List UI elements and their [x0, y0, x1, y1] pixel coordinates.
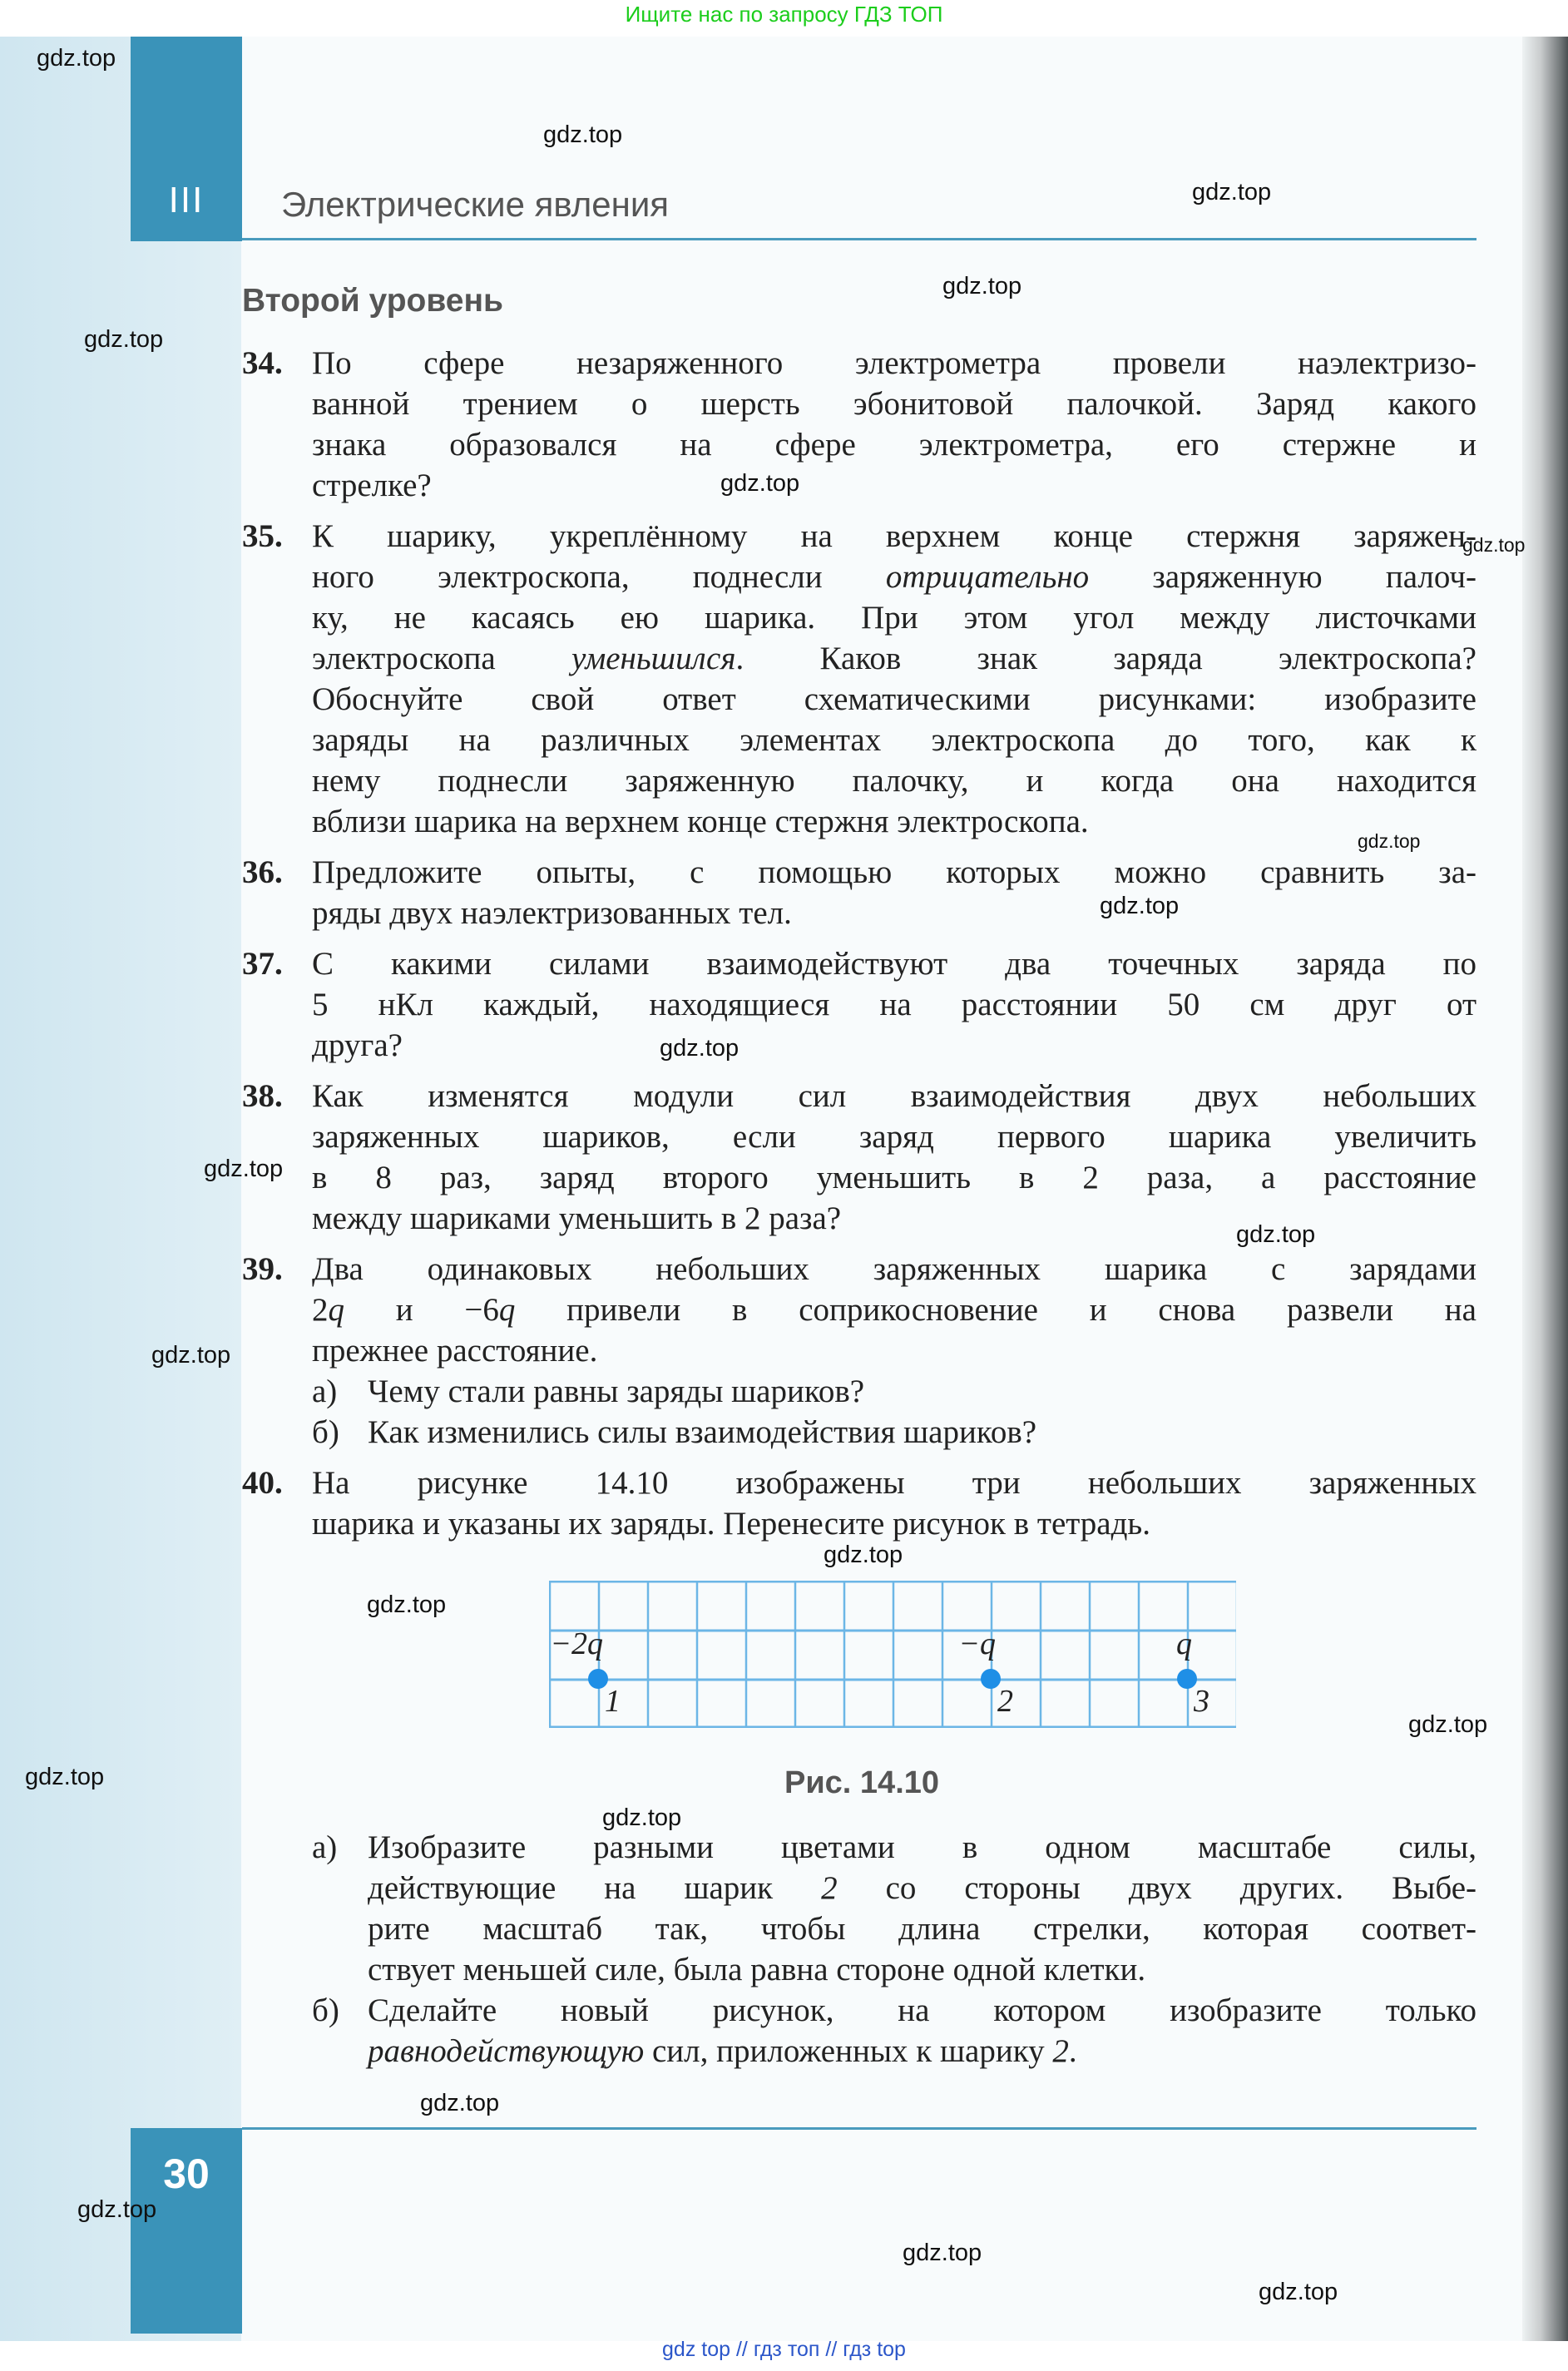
text-lines [312, 1463, 1476, 1544]
ball-charge-label: q [1176, 1626, 1192, 1661]
watermark: gdz.top [824, 1542, 903, 1568]
watermark: gdz.top [903, 2240, 982, 2266]
sub-question-label: а) [312, 1374, 338, 1409]
text-line [312, 893, 1476, 933]
watermark: gdz.top [942, 273, 1022, 299]
text-line [312, 984, 1476, 1025]
text-lines [368, 1990, 1476, 2072]
problem-34 [242, 343, 1476, 506]
text-line [312, 597, 1476, 638]
text-line [368, 1908, 1476, 1949]
text-segment: На рисунке 14.10 изображены три небольших заряженных [312, 1465, 1476, 1501]
watermark: gdz.top [720, 470, 800, 497]
text-lines [312, 343, 1476, 506]
text-line [312, 384, 1476, 424]
text-line [312, 1157, 1476, 1198]
footer-divider [242, 2127, 1476, 2130]
text-lines [368, 1371, 1476, 1412]
italic-text: уменьшился [571, 641, 736, 676]
watermark: gdz.top [1462, 534, 1526, 556]
text-line [312, 516, 1476, 557]
text-segment: . [1068, 2033, 1077, 2069]
watermark: gdz.top [77, 2196, 157, 2223]
watermark: gdz.top [1236, 1221, 1316, 1248]
problem-number: 34. [242, 345, 283, 381]
chapter-number: III [168, 180, 205, 220]
italic-text: q [498, 1292, 516, 1328]
text-segment: шарика и указаны их заряды. Перенесите рисунок в тетрадь. [312, 1506, 1150, 1542]
text-segment: . Каков знак заряда электроскопа? [735, 641, 1476, 676]
text-segment: С какими силами взаимодействуют два точечных заряда по [312, 946, 1476, 982]
text-lines [312, 516, 1476, 842]
text-line [312, 424, 1476, 465]
text-segment: электроскопа [312, 641, 571, 676]
text-line [368, 2031, 1476, 2072]
ball-number-label: 3 [1194, 1684, 1209, 1719]
sub-question-label: б) [312, 1414, 339, 1450]
watermark: gdz.top [420, 2090, 500, 2116]
figure-tasks [242, 1827, 1476, 2072]
problem-39 [242, 1249, 1476, 1453]
figure-task-label: б) [312, 1992, 339, 2028]
text-line [312, 1463, 1476, 1503]
text-segment: заряженную палоч- [1089, 559, 1476, 595]
text-segment: в 8 раз, заряд второго уменьшить в 2 раза, а расстояние [312, 1160, 1476, 1195]
text-lines [312, 1076, 1476, 1239]
text-line [312, 679, 1476, 720]
figure-caption: Рис. 14.10 [784, 1765, 940, 1800]
italic-text: равнодействующую [368, 2033, 645, 2069]
text-lines [312, 852, 1476, 933]
page-number-tab [131, 2128, 242, 2334]
watermark: gdz.top [151, 1342, 231, 1369]
text-line [312, 1249, 1476, 1289]
text-line [312, 638, 1476, 679]
text-segment: знака образовался на сфере электрометра, его стержне и [312, 427, 1476, 463]
text-line [312, 465, 1476, 506]
italic-text: 2 [821, 1870, 838, 1906]
problem-38 [242, 1076, 1476, 1239]
header-divider [242, 238, 1476, 240]
chapter-title: Электрические явления [281, 185, 670, 224]
text-lines [312, 1249, 1476, 1371]
text-line [368, 1371, 1476, 1412]
text-line [312, 557, 1476, 597]
text-lines [312, 943, 1476, 1066]
page-edge-shadow [1522, 37, 1568, 2341]
text-segment: 2 [312, 1292, 329, 1328]
text-lines [368, 1827, 1476, 1990]
problem-number: 39. [242, 1251, 283, 1287]
text-segment: заряды на различных элементах электроскопа до того, как к [312, 722, 1476, 758]
text-segment: рите масштаб так, чтобы длина стрелки, которая соответ- [368, 1911, 1476, 1947]
text-segment: ряды двух наэлектризованных тел. [312, 895, 792, 931]
figure-task [242, 1990, 1476, 2072]
problem-number: 40. [242, 1465, 283, 1501]
text-segment: сил, приложенных к шарику [644, 2033, 1053, 2069]
text-segment: ку, не касаясь ею шарика. При этом угол между листочками [312, 600, 1476, 636]
problem-37 [242, 943, 1476, 1066]
text-segment: Предложите опыты, с помощью которых можно сравнить за- [312, 854, 1476, 890]
text-line [368, 1412, 1476, 1453]
text-line [368, 1990, 1476, 2031]
text-line [368, 1949, 1476, 1990]
ball-charge-label: −2q [550, 1626, 603, 1661]
footer-links[interactable]: gdz top // гдз топ // гдз top [662, 2338, 906, 2361]
text-segment: Как изменились силы взаимодействия шариков? [368, 1414, 1037, 1450]
ball-number-label: 2 [997, 1684, 1013, 1719]
text-segment: нему поднесли заряженную палочку, и когда она находится [312, 763, 1476, 799]
figure-task-label: а) [312, 1829, 338, 1865]
watermark: gdz.top [367, 1591, 447, 1618]
text-segment: стрелке? [312, 468, 432, 503]
text-line [312, 801, 1476, 842]
watermark: gdz.top [602, 1804, 682, 1831]
watermark: gdz.top [84, 326, 164, 353]
text-line [312, 852, 1476, 893]
problems-list [242, 343, 1476, 1554]
problem-36 [242, 852, 1476, 933]
text-segment: 5 нКл каждый, находящиеся на расстоянии 50 см друг от [312, 987, 1476, 1022]
italic-text: отрицательно [885, 559, 1090, 595]
watermark: gdz.top [25, 1764, 105, 1790]
text-line [312, 1503, 1476, 1544]
watermark: gdz.top [1100, 893, 1180, 919]
watermark: gdz.top [1259, 2279, 1338, 2305]
text-segment: Обоснуйте свой ответ схематическими рисунками: изобразите [312, 681, 1476, 717]
watermark: gdz.top [37, 45, 116, 72]
text-segment: действующие на шарик [368, 1870, 822, 1906]
watermark: gdz.top [1408, 1711, 1488, 1738]
text-segment: По сфере незаряженного электрометра провели наэлектризо- [312, 345, 1476, 381]
text-segment: ного электроскопа, поднесли [312, 559, 886, 595]
text-line [312, 1289, 1476, 1330]
text-line [312, 1025, 1476, 1066]
search-banner[interactable]: Ищите нас по запросу ГДЗ ТОП [625, 2, 943, 27]
problem-number: 36. [242, 854, 283, 890]
watermark: gdz.top [1192, 179, 1272, 205]
text-segment: Чему стали равны заряды шариков? [368, 1374, 865, 1409]
chapter-tab [131, 37, 242, 241]
problem-40 [242, 1463, 1476, 1544]
text-segment: Два одинаковых небольших заряженных шарика с зарядами [312, 1251, 1476, 1287]
watermark: gdz.top [1358, 830, 1421, 852]
text-segment: Изобразите разными цветами в одном масштабе силы, [368, 1829, 1476, 1865]
page-margin [0, 37, 241, 2341]
ball-charge-label: −q [958, 1626, 996, 1661]
watermark: gdz.top [543, 121, 623, 148]
text-line [368, 1827, 1476, 1868]
text-segment: Как изменятся модули сил взаимодействия двух небольших [312, 1078, 1476, 1114]
text-line [312, 1330, 1476, 1371]
figure-task [242, 1827, 1476, 1990]
text-segment: прежнее расстояние. [312, 1333, 598, 1369]
text-lines [368, 1412, 1476, 1453]
section-title: Второй уровень [242, 283, 504, 319]
ball-number-label: 1 [605, 1684, 621, 1719]
text-segment: заряженных шариков, если заряд первого шарика увеличить [312, 1119, 1476, 1155]
text-line [312, 1116, 1476, 1157]
text-segment: и −6 [344, 1292, 499, 1328]
text-segment: вблизи шарика на верхнем конце стержня электроскопа. [312, 804, 1089, 839]
sub-question [242, 1412, 1476, 1453]
watermark: gdz.top [204, 1156, 284, 1182]
problem-number: 37. [242, 946, 283, 982]
italic-text: q [328, 1292, 344, 1328]
page-number: 30 [163, 2151, 210, 2197]
problem-35 [242, 516, 1476, 842]
figure-14-10-grid [549, 1581, 1236, 1728]
watermark: gdz.top [660, 1035, 739, 1062]
text-line [312, 1076, 1476, 1116]
text-segment: ванной трением о шерсть эбонитовой палочкой. Заряд какого [312, 386, 1476, 422]
text-segment: друга? [312, 1027, 403, 1063]
text-segment: между шариками уменьшить в 2 раза? [312, 1200, 842, 1236]
problem-number: 35. [242, 518, 283, 554]
text-segment: Сделайте новый рисунок, на котором изобразите только [368, 1992, 1476, 2028]
text-segment: ствует меньшей силе, была равна стороне одной клетки. [368, 1952, 1146, 1987]
problem-number: 38. [242, 1078, 283, 1114]
sub-question [242, 1371, 1476, 1412]
text-line [312, 943, 1476, 984]
text-line [312, 720, 1476, 760]
text-segment: привели в соприкосновение и снова развели на [515, 1292, 1476, 1328]
text-segment: со стороны двух других. Выбе- [837, 1870, 1477, 1906]
text-line [368, 1868, 1476, 1908]
italic-text: 2 [1052, 2033, 1069, 2069]
text-line [312, 760, 1476, 801]
text-segment: К шарику, укреплённому на верхнем конце стержня заряжен- [312, 518, 1476, 554]
text-line [312, 343, 1476, 384]
